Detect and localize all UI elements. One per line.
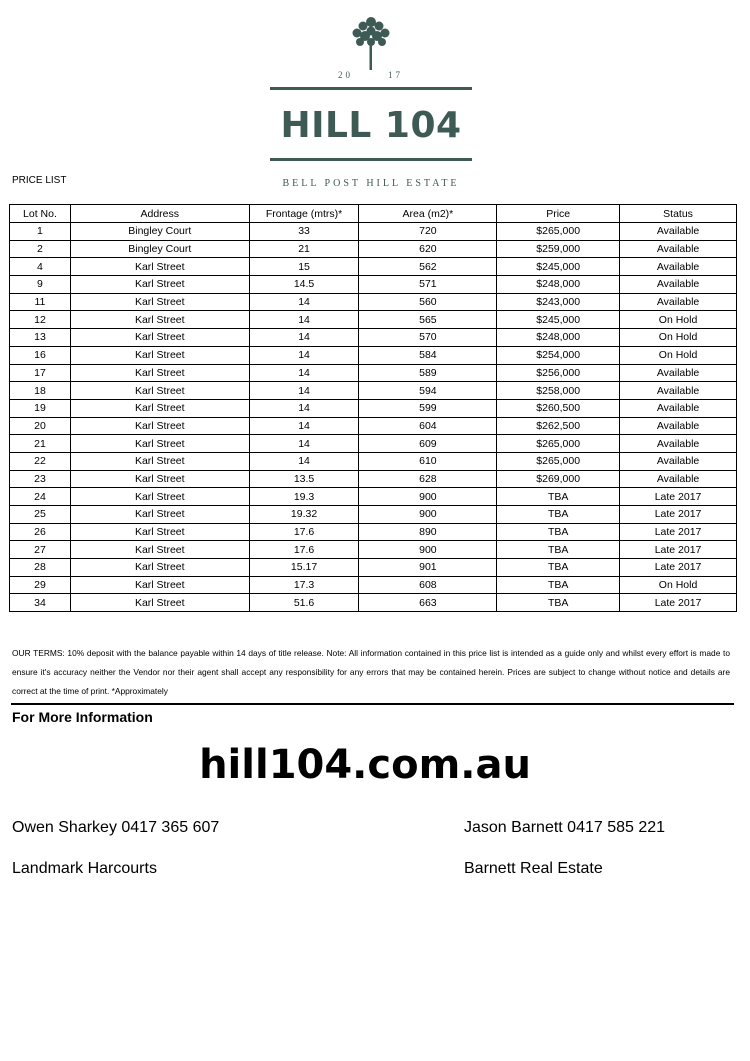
table-row [10, 576, 737, 594]
header-price: Price [497, 205, 620, 223]
table-row [10, 293, 737, 311]
frontage-cell: 21 [249, 240, 359, 258]
frontage-cell: 19.3 [249, 488, 359, 506]
address-cell: Karl Street [70, 329, 249, 347]
website-link[interactable]: hill104.com.au [199, 742, 531, 788]
status-cell: On Hold [620, 329, 737, 347]
frontage-cell: 14.5 [249, 276, 359, 294]
table-row [10, 452, 737, 470]
area-cell: 584 [359, 346, 497, 364]
lot-no-cell: 23 [10, 470, 71, 488]
frontage-cell: 15 [249, 258, 359, 276]
lot-no-cell: 4 [10, 258, 71, 276]
status-cell: Available [620, 258, 737, 276]
lot-no-cell: 25 [10, 506, 71, 524]
status-cell: Available [620, 435, 737, 453]
address-cell: Karl Street [70, 488, 249, 506]
area-cell: 663 [359, 594, 497, 612]
status-cell: Late 2017 [620, 541, 737, 559]
table-row [10, 559, 737, 577]
lot-no-cell: 19 [10, 399, 71, 417]
address-cell: Karl Street [70, 506, 249, 524]
area-cell: 565 [359, 311, 497, 329]
lot-no-cell: 12 [10, 311, 71, 329]
status-cell: On Hold [620, 311, 737, 329]
status-cell: Available [620, 470, 737, 488]
brand-title: HILL 104 [280, 105, 462, 146]
lot-no-cell: 13 [10, 329, 71, 347]
lot-no-cell: 11 [10, 293, 71, 311]
logo-rule-bottom [270, 158, 472, 161]
brand-logo [270, 12, 472, 189]
estate-subtitle: BELL POST HILL ESTATE [282, 178, 460, 189]
logo-year-left: 20 [338, 70, 353, 80]
lot-no-cell: 18 [10, 382, 71, 400]
more-info-heading: For More Information [12, 709, 153, 725]
frontage-cell: 14 [249, 364, 359, 382]
lot-no-cell: 24 [10, 488, 71, 506]
price-cell: TBA [497, 594, 620, 612]
area-cell: 599 [359, 399, 497, 417]
status-cell: On Hold [620, 346, 737, 364]
price-cell: $258,000 [497, 382, 620, 400]
area-cell: 560 [359, 293, 497, 311]
status-cell: Available [620, 382, 737, 400]
lot-no-cell: 27 [10, 541, 71, 559]
price-cell: TBA [497, 541, 620, 559]
status-cell: Late 2017 [620, 488, 737, 506]
table-row [10, 417, 737, 435]
table-row [10, 523, 737, 541]
table-header-row [10, 205, 737, 223]
area-cell: 628 [359, 470, 497, 488]
area-cell: 890 [359, 523, 497, 541]
logo-rule-top [270, 87, 472, 90]
address-cell: Karl Street [70, 276, 249, 294]
table-row [10, 311, 737, 329]
address-cell: Karl Street [70, 258, 249, 276]
frontage-cell: 17.6 [249, 541, 359, 559]
company-landmark: Landmark Harcourts [12, 860, 157, 877]
table-row [10, 399, 737, 417]
price-cell: $269,000 [497, 470, 620, 488]
lot-no-cell: 22 [10, 452, 71, 470]
area-cell: 720 [359, 223, 497, 241]
terms-text: OUR TERMS: 10% deposit with the balance payable within 14 days of title release. Note: All information contained in this price list is intended as a guide only and whilst every effort is made to ensure it's accuracy neither the Vendor nor their agent shall accept any responsibility for any errors that may be contained herein. Prices are subject to change without notice and details are correct at the time of print. *Approximately [12, 648, 730, 696]
table-row [10, 382, 737, 400]
price-cell: TBA [497, 523, 620, 541]
area-cell: 900 [359, 488, 497, 506]
table-row [10, 329, 737, 347]
logo-year-right: 17 [388, 70, 403, 80]
header-status: Status [620, 205, 737, 223]
status-cell: Available [620, 276, 737, 294]
address-cell: Bingley Court [70, 223, 249, 241]
frontage-cell: 14 [249, 293, 359, 311]
divider [11, 703, 734, 705]
frontage-cell: 15.17 [249, 559, 359, 577]
lot-no-cell: 2 [10, 240, 71, 258]
frontage-cell: 14 [249, 452, 359, 470]
lot-no-cell: 20 [10, 417, 71, 435]
address-cell: Karl Street [70, 417, 249, 435]
table-row [10, 435, 737, 453]
area-cell: 900 [359, 506, 497, 524]
status-cell: Available [620, 293, 737, 311]
lot-no-cell: 16 [10, 346, 71, 364]
price-cell: $248,000 [497, 329, 620, 347]
lot-no-cell: 17 [10, 364, 71, 382]
table-row [10, 488, 737, 506]
contact-owen: Owen Sharkey 0417 365 607 [12, 819, 220, 836]
price-cell: $254,000 [497, 346, 620, 364]
lot-no-cell: 21 [10, 435, 71, 453]
area-cell: 604 [359, 417, 497, 435]
status-cell: Available [620, 399, 737, 417]
address-cell: Karl Street [70, 594, 249, 612]
lot-no-cell: 9 [10, 276, 71, 294]
price-cell: TBA [497, 559, 620, 577]
area-cell: 570 [359, 329, 497, 347]
status-cell: Late 2017 [620, 594, 737, 612]
lot-no-cell: 34 [10, 594, 71, 612]
address-cell: Karl Street [70, 470, 249, 488]
frontage-cell: 14 [249, 311, 359, 329]
table-row [10, 594, 737, 612]
frontage-cell: 13.5 [249, 470, 359, 488]
address-cell: Karl Street [70, 382, 249, 400]
address-cell: Karl Street [70, 311, 249, 329]
address-cell: Karl Street [70, 435, 249, 453]
address-cell: Karl Street [70, 559, 249, 577]
area-cell: 620 [359, 240, 497, 258]
frontage-cell: 14 [249, 417, 359, 435]
area-cell: 901 [359, 559, 497, 577]
status-cell: Available [620, 240, 737, 258]
area-cell: 610 [359, 452, 497, 470]
address-cell: Karl Street [70, 452, 249, 470]
area-cell: 608 [359, 576, 497, 594]
area-cell: 609 [359, 435, 497, 453]
address-cell: Bingley Court [70, 240, 249, 258]
tree-icon [341, 12, 401, 72]
status-cell: Late 2017 [620, 506, 737, 524]
price-cell: $245,000 [497, 311, 620, 329]
lot-no-cell: 29 [10, 576, 71, 594]
address-cell: Karl Street [70, 364, 249, 382]
price-cell: $265,000 [497, 452, 620, 470]
lot-no-cell: 26 [10, 523, 71, 541]
status-cell: Late 2017 [620, 559, 737, 577]
table-row [10, 258, 737, 276]
frontage-cell: 14 [249, 382, 359, 400]
lot-no-cell: 28 [10, 559, 71, 577]
frontage-cell: 19.32 [249, 506, 359, 524]
contact-jason: Jason Barnett 0417 585 221 [464, 819, 666, 836]
price-table [9, 204, 737, 612]
header-frontage: Frontage (mtrs)* [249, 205, 359, 223]
address-cell: Karl Street [70, 576, 249, 594]
price-cell: $262,500 [497, 417, 620, 435]
status-cell: Available [620, 223, 737, 241]
price-cell: TBA [497, 488, 620, 506]
price-cell: TBA [497, 506, 620, 524]
area-cell: 594 [359, 382, 497, 400]
table-row [10, 346, 737, 364]
status-cell: Available [620, 364, 737, 382]
price-list-label: PRICE LIST [12, 175, 67, 186]
price-cell: $259,000 [497, 240, 620, 258]
table-row [10, 470, 737, 488]
address-cell: Karl Street [70, 523, 249, 541]
frontage-cell: 14 [249, 329, 359, 347]
price-cell: $265,000 [497, 223, 620, 241]
table-row [10, 276, 737, 294]
price-cell: $265,000 [497, 435, 620, 453]
address-cell: Karl Street [70, 346, 249, 364]
status-cell: Available [620, 452, 737, 470]
address-cell: Karl Street [70, 399, 249, 417]
price-cell: $243,000 [497, 293, 620, 311]
status-cell: On Hold [620, 576, 737, 594]
table-row [10, 364, 737, 382]
table-row [10, 506, 737, 524]
status-cell: Available [620, 417, 737, 435]
area-cell: 562 [359, 258, 497, 276]
table-row [10, 240, 737, 258]
area-cell: 900 [359, 541, 497, 559]
price-cell: $256,000 [497, 364, 620, 382]
header-area: Area (m2)* [359, 205, 497, 223]
area-cell: 571 [359, 276, 497, 294]
frontage-cell: 51.6 [249, 594, 359, 612]
price-cell: TBA [497, 576, 620, 594]
price-cell: $245,000 [497, 258, 620, 276]
table-row [10, 541, 737, 559]
frontage-cell: 14 [249, 399, 359, 417]
frontage-cell: 33 [249, 223, 359, 241]
lot-no-cell: 1 [10, 223, 71, 241]
frontage-cell: 14 [249, 346, 359, 364]
frontage-cell: 14 [249, 435, 359, 453]
address-cell: Karl Street [70, 293, 249, 311]
company-barnett: Barnett Real Estate [464, 860, 603, 877]
header-lot-no: Lot No. [10, 205, 71, 223]
address-cell: Karl Street [70, 541, 249, 559]
area-cell: 589 [359, 364, 497, 382]
price-cell: $260,500 [497, 399, 620, 417]
frontage-cell: 17.3 [249, 576, 359, 594]
status-cell: Late 2017 [620, 523, 737, 541]
price-cell: $248,000 [497, 276, 620, 294]
table-row [10, 223, 737, 241]
frontage-cell: 17.6 [249, 523, 359, 541]
header-address: Address [70, 205, 249, 223]
